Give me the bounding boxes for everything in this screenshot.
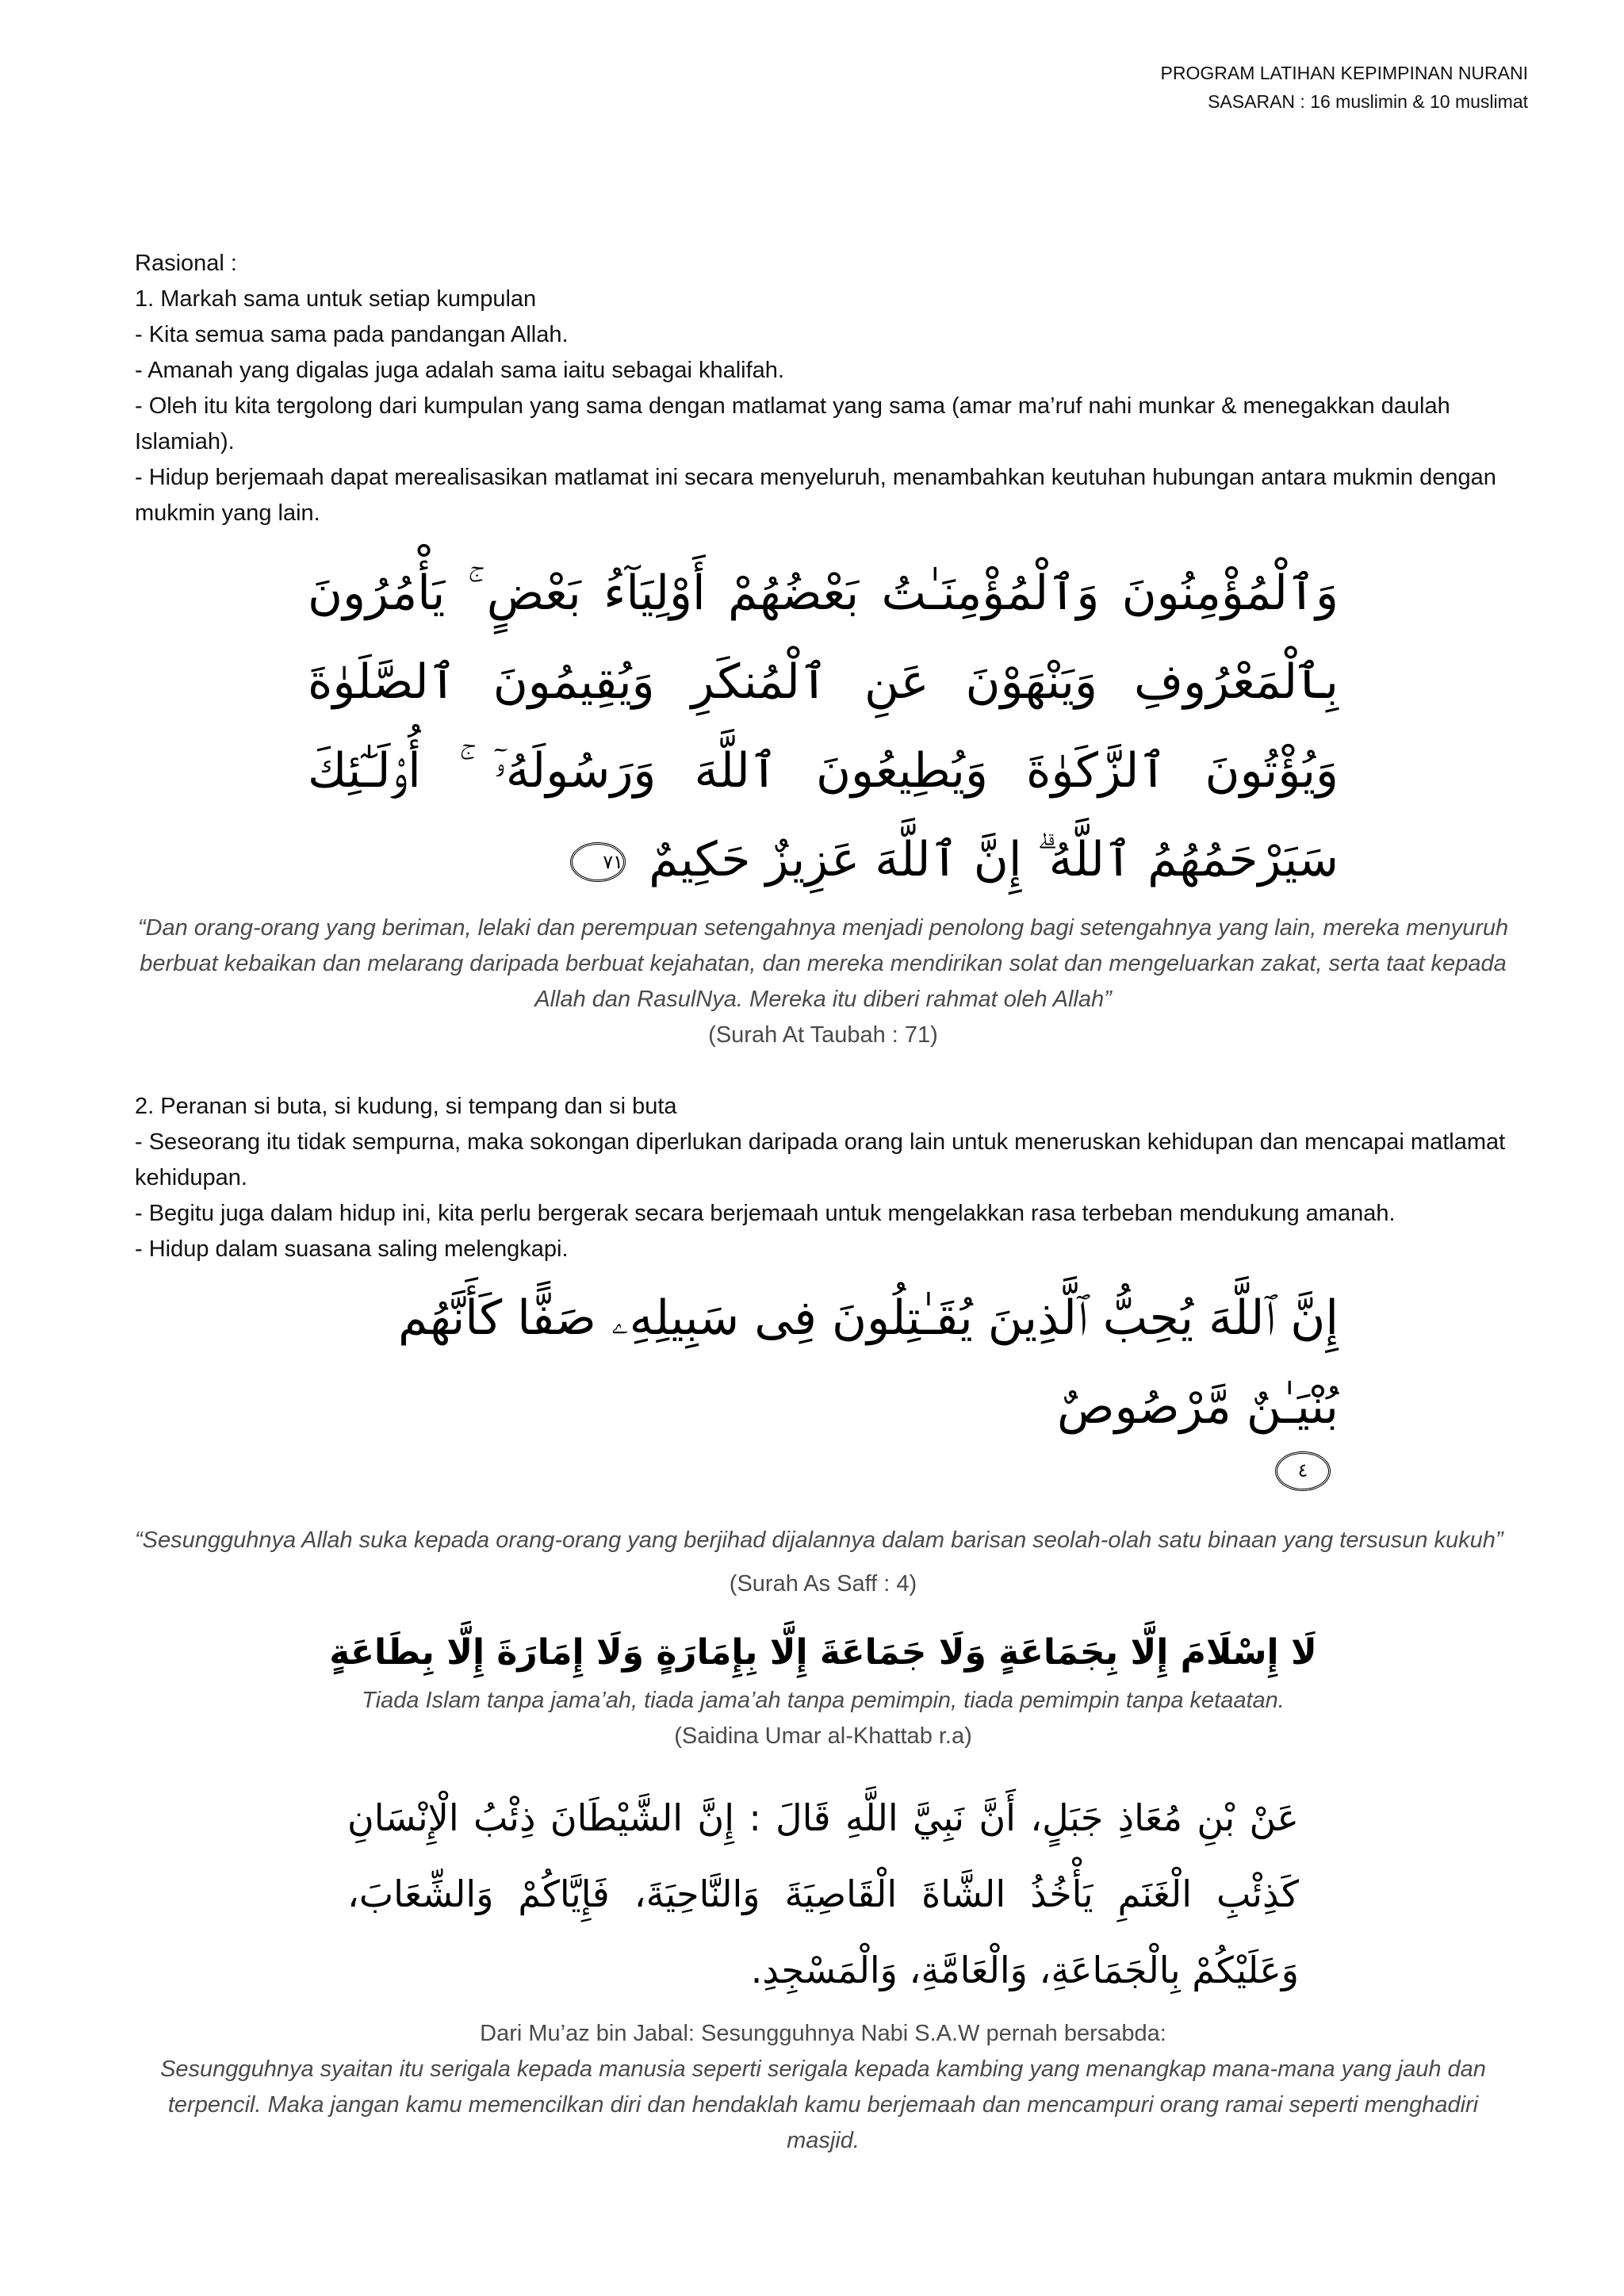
verse-source: (Surah As Saff : 4) — [729, 1571, 917, 1596]
verse-number-marker: ٧١ — [570, 842, 626, 882]
athar-source: (Saidina Umar al-Khattab r.a) — [674, 1723, 972, 1749]
point-2-bullet: - Seseorang itu tidak sempurna, maka sokongan diperlukan daripada orang lain untuk meneruskan kehidupan dan mencapai matlamat kehidupan. — [135, 1129, 1506, 1190]
program-title: PROGRAM LATIHAN KEPIMPINAN NURANI — [1160, 63, 1528, 83]
point-1-bullet: - Amanah yang digalas juga adalah sama iaitu sebagai khalifah. — [135, 358, 784, 383]
point-1-bullet: - Oleh itu kita tergolong dari kumpulan yang sama dengan matlamat yang sama (amar ma’ruf nahi munkar & menegakkan daulah Islamiah). — [135, 393, 1450, 454]
point-2-title: 2. Peranan si buta, si kudung, si tempang dan si buta — [135, 1094, 677, 1119]
point-2-bullet: - Hidup dalam suasana saling melengkapi. — [135, 1236, 569, 1262]
hadith-translation: Sesungguhnya syaitan itu serigala kepada manusia seperti serigala kepada kambing yang menangkap mana-mana yang jauh dan terpencil. Maka jangan kamu memencilkan diri dan hendaklah kamu berjemaah dan mencampuri orang ramai seperti menghadiri masjid. — [160, 2056, 1486, 2153]
target-audience: SASARAN : 16 muslimin & 10 muslimat — [1208, 91, 1528, 112]
verse-number-marker: ٤ — [1275, 1451, 1331, 1491]
verse-text: إِنَّ ٱللَّهَ يُحِبُّ ٱلَّذِينَ يُقَـٰتِلُونَ فِى سَبِيلِهِۦ صَفًّا كَأَنَّهُم بُنْيَـٰنٌ مَّرْصُوصٌ — [398, 1290, 1339, 1435]
hadith-intro: Dari Mu’az bin Jabal: Sesungguhnya Nabi S.A.W pernah bersabda: — [480, 2021, 1166, 2046]
hadith-arabic: عَنْ بْنِ مُعَاذِ جَبَلٍ، أَنَّ نَبِيَّ اللَّهِ قَالَ : إِنَّ الشَّيْطَانَ ذِئْبُ الْإِنْسَانِ كَذِئْبِ الْغَنَمِ يَأْخُذُ الشَّاةَ الْقَاصِيَةَ وَالنَّاحِيَةَ، فَإِيَّاكُمْ وَالشِّعَابَ، وَعَلَيْكُمْ بِالْجَمَاعَةِ، وَالْعَامَّةِ، وَالْمَسْجِدِ. — [347, 1796, 1299, 1991]
section-roles — [135, 1089, 1511, 1267]
verse-translation: “Dan orang-orang yang beriman, lelaki dan perempuan setengahnya menjadi penolong bagi setengahnya yang lain, mereka menyuruh berbuat kebaikan dan melarang daripada berbuat kejahatan, dan mereka mendirikan solat dan mengeluarkan zakat, serta taat kepada Allah dan RasulNya. Mereka itu diberi rahmat oleh Allah” — [137, 915, 1509, 1012]
verse-text: وَٱلْمُؤْمِنُونَ وَٱلْمُؤْمِنَـٰتُ بَعْضُهُمْ أَوْلِيَآءُ بَعْضٍ ۚ يَأْمُرُونَ بِٱلْمَعْرُوفِ وَيَنْهَوْنَ عَنِ ٱلْمُنكَرِ وَيُقِيمُونَ ٱلصَّلَوٰةَ وَيُؤْتُونَ ٱلزَّكَوٰةَ وَيُطِيعُونَ ٱللَّهَ وَرَسُولَهُۥٓ ۚ أُو۟لَـٰٓئِكَ سَيَرْحَمُهُمُ ٱللَّهُ ۗ إِنَّ ٱللَّهَ عَزِيزٌ حَكِيمٌ — [308, 565, 1339, 887]
point-2-bullet: - Begitu juga dalam hidup ini, kita perlu bergerak secara berjemaah untuk mengelakkan rasa terbeban mendukung amanah. — [135, 1201, 1396, 1226]
verse-source: (Surah At Taubah : 71) — [708, 1022, 938, 1048]
point-1-title: 1. Markah sama untuk setiap kumpulan — [135, 286, 537, 312]
page-header — [1161, 59, 1528, 116]
verse-translation: “Sesungguhnya Allah suka kepada orang-orang yang berjihad dijalannya dalam barisan seolah-olah satu binaan yang tersusun kukuh” — [135, 1527, 1503, 1553]
verse-marker-row — [308, 1451, 1339, 1515]
quran-verse-at-taubah-71 — [308, 549, 1339, 904]
quran-verse-as-saff-4 — [308, 1274, 1339, 1451]
document-body — [135, 246, 1511, 2159]
point-1-bullet: - Hidup berjemaah dapat merealisasikan matlamat ini secara menyeluruh, menambahkan keutuhan hubungan antara mukmin dengan mukmin yang lain. — [135, 465, 1496, 526]
point-1-bullet: - Kita semua sama pada pandangan Allah. — [135, 322, 569, 347]
section-rationale — [135, 246, 1511, 531]
athar-translation: Tiada Islam tanpa jama’ah, tiada jama’ah tanpa pemimpin, tiada pemimpin tanpa ketaatan. — [362, 1688, 1285, 1713]
rationale-heading: Rasional : — [135, 251, 237, 276]
athar-arabic: لَا إِسْلَامَ إِلَّا بِجَمَاعَةٍ وَلَا جَمَاعَةَ إِلَّا بِإِمَارَةٍ وَلَا إِمَارَةَ إِلَّا بِطَاعَةٍ — [329, 1632, 1317, 1673]
